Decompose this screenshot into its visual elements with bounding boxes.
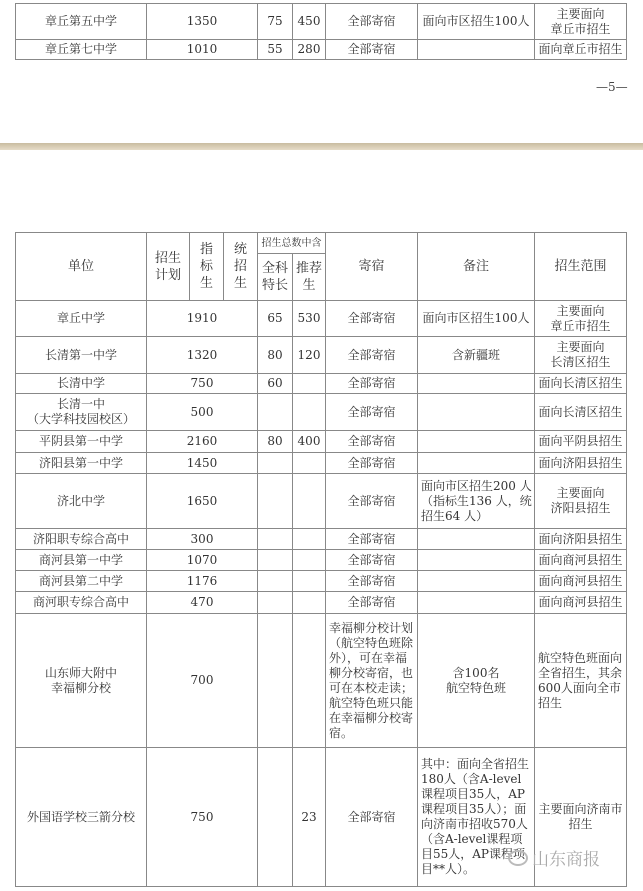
cell-scope: 航空特色班面向全省招生，其余600人面向全市招生	[535, 614, 627, 748]
cell-tuijian: 23	[293, 748, 326, 887]
table-row	[16, 301, 627, 337]
cell-plan: 750	[147, 748, 258, 887]
cell-plan: 500	[147, 394, 258, 431]
cell-plan: 470	[147, 592, 258, 614]
cell-scope: 主要面向 章丘市招生	[535, 4, 627, 40]
table-row	[16, 394, 627, 431]
cell-plan: 2160	[147, 431, 258, 453]
cell-quanke	[258, 529, 293, 550]
cell-boarding: 全部寄宿	[326, 550, 418, 571]
cell-plan: 1650	[147, 474, 258, 529]
cell-plan: 1070	[147, 550, 258, 571]
cell-boarding: 全部寄宿	[326, 453, 418, 474]
previous-page-table	[15, 3, 627, 60]
header-boarding: 寄宿	[326, 233, 418, 301]
cell-quanke	[258, 474, 293, 529]
cell-boarding: 全部寄宿	[326, 431, 418, 453]
cell-plan: 1450	[147, 453, 258, 474]
cell-scope: 面向长清区招生	[535, 394, 627, 431]
watermark: 山东商报	[508, 845, 600, 870]
cell-note: 面向市区招生100人	[418, 4, 535, 40]
cell-quanke	[258, 592, 293, 614]
cell-scope: 主要面向济南市招生	[535, 748, 627, 887]
cell-tuijian	[293, 374, 326, 394]
cell-boarding: 全部寄宿	[326, 337, 418, 374]
header-note: 备注	[418, 233, 535, 301]
header-tuijian: 推荐 生	[293, 254, 326, 301]
table-row	[16, 592, 627, 614]
cell-unit: 商河县第二中学	[16, 571, 147, 592]
cell-boarding: 全部寄宿	[326, 748, 418, 887]
cell-unit: 章丘第七中学	[16, 40, 147, 60]
cell-unit: 济阳职专综合高中	[16, 529, 147, 550]
cell-scope: 面向济阳县招生	[535, 529, 627, 550]
table-row	[16, 529, 627, 550]
cell-note: 含新疆班	[418, 337, 535, 374]
cell-note	[418, 529, 535, 550]
header-unit: 单位	[16, 233, 147, 301]
cell-tuijian: 280	[293, 40, 326, 60]
wechat-icon	[508, 850, 528, 866]
cell-plan: 1910	[147, 301, 258, 337]
cell-note	[418, 374, 535, 394]
cell-unit: 章丘中学	[16, 301, 147, 337]
cell-scope: 面向商河县招生	[535, 550, 627, 571]
enrollment-table	[15, 232, 627, 887]
cell-quanke: 80	[258, 337, 293, 374]
cell-plan: 750	[147, 374, 258, 394]
cell-plan: 1176	[147, 571, 258, 592]
cell-note	[418, 550, 535, 571]
cell-note: 含100名 航空特色班	[418, 614, 535, 748]
cell-unit: 长清中学	[16, 374, 147, 394]
cell-unit: 山东师大附中 幸福柳分校	[16, 614, 147, 748]
cell-scope: 主要面向 济阳县招生	[535, 474, 627, 529]
table-row	[16, 40, 627, 60]
cell-note	[418, 571, 535, 592]
table-row	[16, 431, 627, 453]
cell-plan: 300	[147, 529, 258, 550]
cell-boarding: 幸福柳分校计划（航空特色班除外），可在幸福柳分校寄宿，也可在本校走读；航空特色班只能在幸福柳分校寄宿。	[326, 614, 418, 748]
cell-plan: 1010	[147, 40, 258, 60]
table-row	[16, 337, 627, 374]
cell-quanke	[258, 453, 293, 474]
table-row	[16, 614, 627, 748]
cell-plan: 1320	[147, 337, 258, 374]
cell-note: 面向市区招生200 人（指标生136 人，统招生64 人）	[418, 474, 535, 529]
cell-scope: 面向平阴县招生	[535, 431, 627, 453]
cell-tuijian	[293, 529, 326, 550]
cell-plan: 1350	[147, 4, 258, 40]
cell-unit: 济北中学	[16, 474, 147, 529]
cell-tuijian: 120	[293, 337, 326, 374]
cell-tuijian	[293, 592, 326, 614]
cell-note	[418, 394, 535, 431]
cell-note	[418, 453, 535, 474]
cell-tuijian: 400	[293, 431, 326, 453]
cell-boarding: 全部寄宿	[326, 374, 418, 394]
header-tongzhao: 统 招 生	[224, 233, 258, 301]
cell-tuijian	[293, 453, 326, 474]
cell-scope: 主要面向 长清区招生	[535, 337, 627, 374]
page-number: —5—	[596, 80, 628, 94]
header-scope: 招生范围	[535, 233, 627, 301]
cell-tuijian	[293, 550, 326, 571]
cell-scope: 主要面向 章丘市招生	[535, 301, 627, 337]
cell-plan: 700	[147, 614, 258, 748]
cell-boarding: 全部寄宿	[326, 4, 418, 40]
table-row	[16, 453, 627, 474]
cell-scope: 面向章丘市招生	[535, 40, 627, 60]
cell-note	[418, 592, 535, 614]
cell-tuijian	[293, 571, 326, 592]
cell-unit: 商河县第一中学	[16, 550, 147, 571]
cell-note	[418, 431, 535, 453]
cell-scope: 面向长清区招生	[535, 374, 627, 394]
header-quanke: 全科 特长	[258, 254, 293, 301]
table-row	[16, 571, 627, 592]
cell-boarding: 全部寄宿	[326, 394, 418, 431]
cell-tuijian: 530	[293, 301, 326, 337]
header-plan: 招生 计划	[147, 233, 190, 301]
cell-unit: 外国语学校三箭分校	[16, 748, 147, 887]
cell-boarding: 全部寄宿	[326, 301, 418, 337]
cell-tuijian: 450	[293, 4, 326, 40]
header-group: 招生总数中含	[258, 233, 326, 254]
table-row	[16, 474, 627, 529]
cell-scope: 面向商河县招生	[535, 592, 627, 614]
cell-unit: 长清第一中学	[16, 337, 147, 374]
cell-tuijian	[293, 614, 326, 748]
cell-unit: 长清一中 （大学科技园校区）	[16, 394, 147, 431]
cell-unit: 平阴县第一中学	[16, 431, 147, 453]
cell-note: 其中：面向全省招生180人（含A-level课程项目35人，AP课程项目35人）；面向济南市招收570人（含A-level课程项目55人，AP课程项目**人）。	[418, 748, 535, 887]
cell-note	[418, 40, 535, 60]
cell-quanke: 65	[258, 301, 293, 337]
cell-unit: 章丘第五中学	[16, 4, 147, 40]
cell-quanke: 75	[258, 4, 293, 40]
cell-quanke	[258, 550, 293, 571]
cell-boarding: 全部寄宿	[326, 571, 418, 592]
cell-quanke	[258, 394, 293, 431]
cell-quanke	[258, 614, 293, 748]
cell-quanke	[258, 748, 293, 887]
cell-scope: 面向商河县招生	[535, 571, 627, 592]
cell-quanke: 80	[258, 431, 293, 453]
cell-note: 面向市区招生100人	[418, 301, 535, 337]
cell-quanke: 60	[258, 374, 293, 394]
cell-quanke	[258, 571, 293, 592]
cell-tuijian	[293, 474, 326, 529]
cell-tuijian	[293, 394, 326, 431]
table-row	[16, 374, 627, 394]
cell-quanke: 55	[258, 40, 293, 60]
cell-boarding: 全部寄宿	[326, 529, 418, 550]
header-zhibiao: 指 标 生	[190, 233, 224, 301]
cell-boarding: 全部寄宿	[326, 592, 418, 614]
table-row	[16, 4, 627, 40]
cell-unit: 商河职专综合高中	[16, 592, 147, 614]
cell-scope: 面向济阳县招生	[535, 453, 627, 474]
cell-boarding: 全部寄宿	[326, 474, 418, 529]
cell-boarding: 全部寄宿	[326, 40, 418, 60]
page-divider	[0, 143, 643, 150]
table-row	[16, 550, 627, 571]
cell-unit: 济阳县第一中学	[16, 453, 147, 474]
